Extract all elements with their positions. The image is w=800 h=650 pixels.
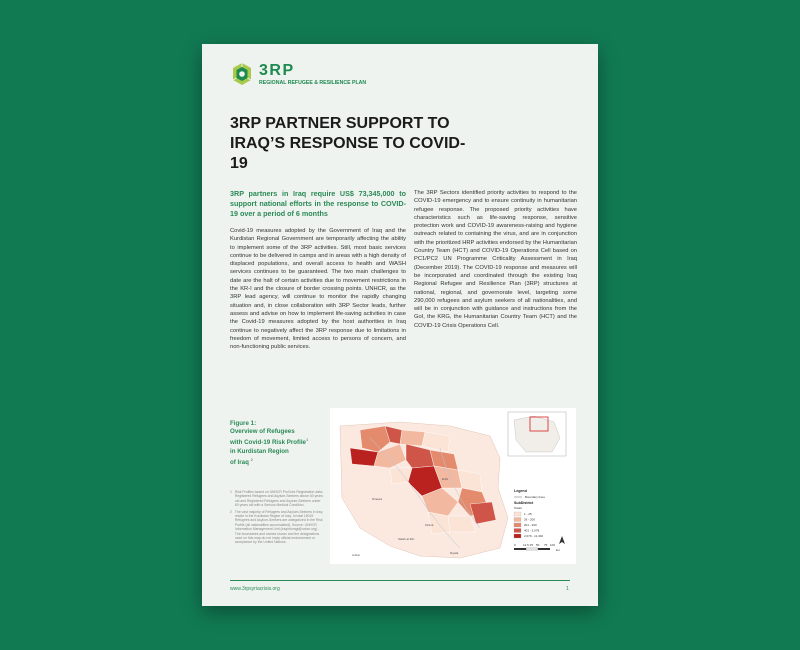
logo-subtitle: REGIONAL REFUGEE & RESILIENCE PLAN	[259, 80, 367, 86]
footnote: 1 Risk Profiles based on UNHCR ProGres Registration data: Registered Refugees and Asylum-Seekers above 60 years old and Registered Refugees and Asylum-Seekers under 60 years old with a Serious Medical Condition.	[230, 490, 323, 508]
map-label-diyala: Diyala	[450, 551, 459, 555]
map-label-ninewa: Ninewa	[372, 497, 383, 501]
scale-label: 12.5 25	[523, 543, 534, 547]
caption-line: Figure 1:	[230, 420, 257, 427]
footnote: 2 The vast majority of Refugees and Asylum-Seekers in Iraq reside in the Kurdistan Region of Iraq. In total 15019 Refugees and Asylum-Seekers are categorized in the Risk Profile (all nationalities accumulated). Source: UNHCR Information Management Unit (iraqinfomgt@unhcr.org) - The boundaries and names shown and the designations used on this map do not imply official endorsement or acceptance by the United Nations.	[230, 509, 323, 545]
legend-class-label: 401 - 2,078	[524, 528, 540, 533]
footnote-ref: 1	[305, 437, 309, 443]
legend-title: Legend	[514, 489, 527, 493]
footnote-ref: 2	[250, 456, 253, 462]
scale-unit: km	[556, 548, 560, 552]
legend-class-label: 201 - 400	[524, 523, 537, 528]
legend-swatch	[514, 529, 521, 533]
caption-line: with Covid-19 Risk Profile$^1$	[230, 437, 309, 447]
footer-url[interactable]: www.3rpsyriacrisis.org	[230, 586, 280, 592]
map-label-salah-al-din: Salah al-Din	[398, 537, 415, 541]
scale-label: 75	[544, 543, 548, 547]
legend-subdistrict: SubDistrict	[514, 501, 534, 505]
footer-rule	[230, 580, 570, 581]
document-page	[202, 44, 598, 606]
inset-map	[508, 412, 566, 456]
map-figure	[330, 408, 576, 564]
caption-line: in Kurdistan Region	[230, 447, 289, 455]
caption-line: of Iraq $^2$	[230, 456, 253, 466]
legend-swatch	[514, 512, 521, 516]
logo-name: 3RP	[259, 62, 295, 79]
legend-swatch	[514, 518, 521, 522]
map-svg	[330, 408, 576, 564]
map-label-kirkuk: Kirkuk	[425, 523, 434, 527]
scale-label: 100	[550, 543, 556, 547]
map-label-anbar: Anbar	[352, 553, 361, 557]
logo-icon	[230, 62, 254, 86]
body-text-right: The 3RP Sectors identified priority activities to respond to the COVID-19 emergency and to ensure continuity in humanitarian refugee response. The proposed priority activities have characteristics such as life-saving response, sensitive protection work and COVID-19 awareness-raising and hygiene outreach related to containing the virus, and are in conjunction with the prioritized HRP activities endorsed by the Humanitarian Country Team (HCT) and COVID-19 Operations Cell based on PC1/PC2 UN Programme Criticality Assessment in Iraq (December 2019). The COVID-19 response and measures will be incorporated and coordinated through the existing Iraq Regional Refugee and Resilience Plan (3RP) structures at national, regional, and governorate level, targeting some 290,000 refugees and asylum seekers of all nationalities, and will be in conjunction with guidance and instructions from the GoI, the KRG, the Humanitarian Country Team (HCT) and the COVID-19 Crisis Operations Cell.	[414, 190, 577, 329]
map-legend	[514, 489, 545, 538]
legend-totals: Totals	[514, 506, 522, 510]
lead-paragraph: 3RP partners in Iraq require US$ 73,345,000 to support national efforts in the response to COVID-19 over a period of 6 months	[230, 189, 406, 218]
legend-boundary: Boundary lines	[525, 495, 545, 499]
logo	[230, 62, 400, 92]
map-region	[400, 430, 425, 446]
map-label-erbil: Erbil	[442, 477, 449, 481]
caption-line: Overview of Refugees	[230, 428, 295, 436]
legend-swatch	[514, 534, 521, 538]
legend-swatch	[514, 523, 521, 527]
north-arrow-icon	[559, 536, 565, 544]
scale-label: 0	[514, 543, 516, 547]
legend-class-label: 26 - 200	[524, 517, 536, 522]
footnotes	[230, 490, 325, 547]
scale-label: 50	[536, 543, 540, 547]
legend-class-label: 1 - 25	[524, 512, 532, 517]
legend-class-label: 2,079 - 11,340	[524, 534, 544, 539]
scale-bar	[514, 543, 561, 552]
figure-caption	[230, 420, 320, 467]
body-text-left: Covid-19 measures adopted by the Government of Iraq and the Kurdistan Regional Government are temporarily affecting the ability to implement some of the 3RP activities. Still, most basic services continue to be delivered in camps and in areas with a high density of displaced populations, and overall access to health and WASH services continues to be guaranteed. The two main challenges to date are the halt of certain activities due to movement restrictions in the KR-I and the closure of border crossing points. UNHCR, as the 3RP lead agency, will continue to monitor the rapidly changing situation and, in close collaboration with 3RP Sector leads, further assess and advise on how to implement life-saving activities in case the Covid-19 measures adopted by the host authorities in Iraq continue to negatively affect the 3RP response due to limitations in freedom of movement, limited access to persons of concern, and non-functioning public services.	[230, 228, 406, 351]
page-number: 1	[566, 586, 569, 592]
page-title: 3RP PARTNER SUPPORT TO IRAQ’S RESPONSE TO COVID-19	[230, 115, 466, 172]
